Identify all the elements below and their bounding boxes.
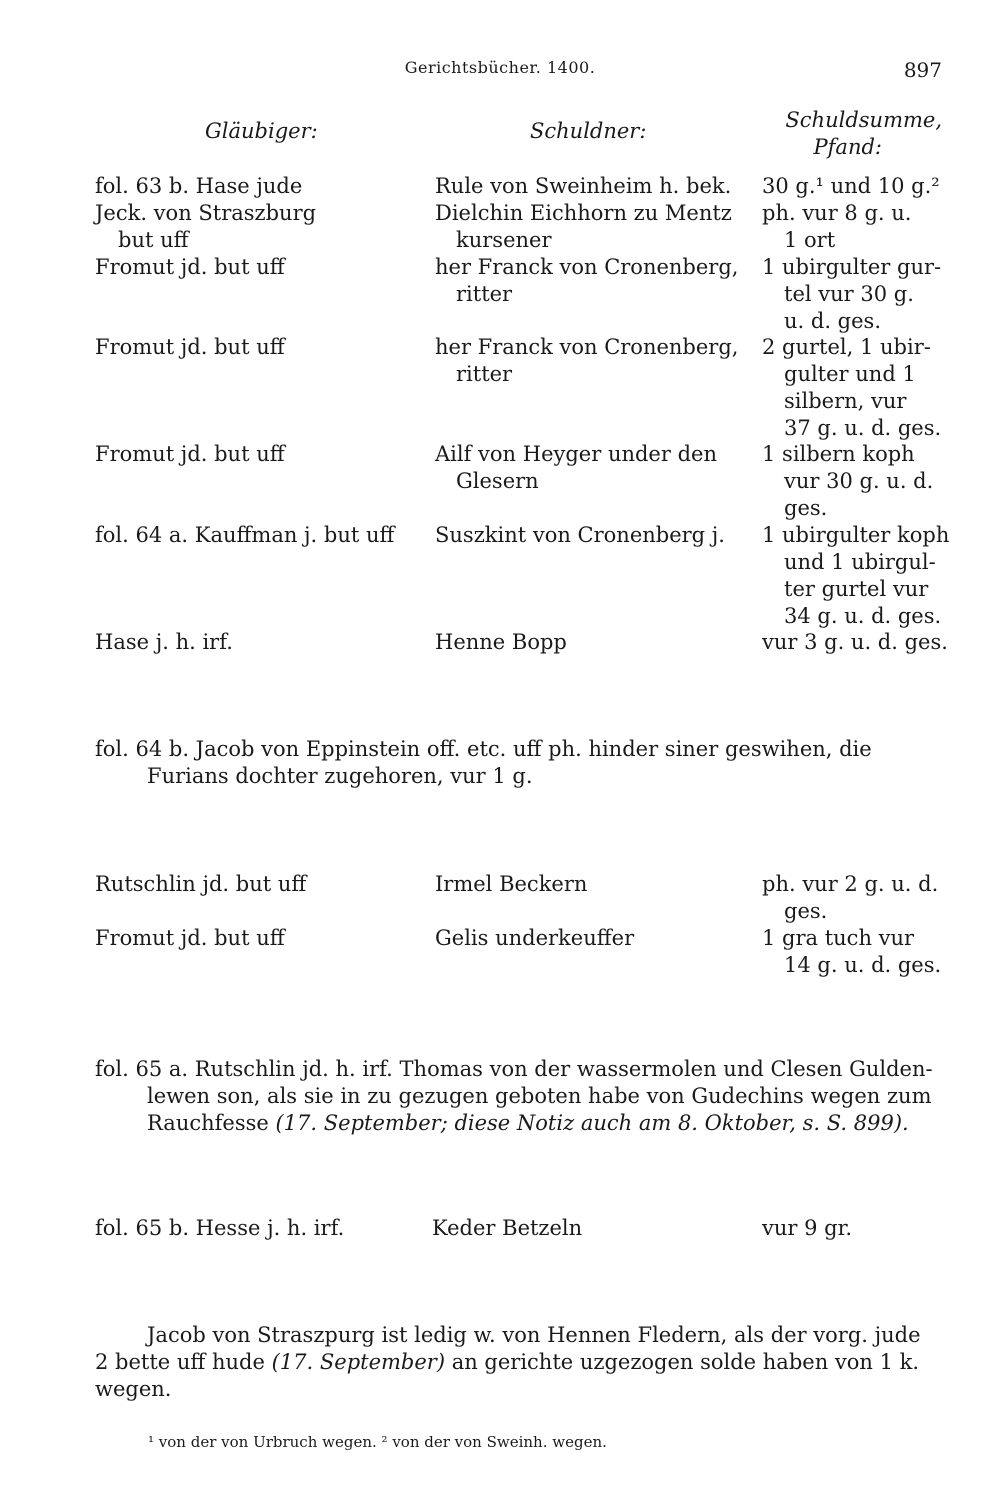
sum-cell: 1 gra tuch vur	[762, 926, 915, 950]
debtor-cell: Gelis underkeuffer	[435, 926, 635, 950]
creditor-cell: Jeck. von Straszburg	[95, 201, 317, 225]
creditor-cell: fol. 64 a. Kauffman j. but uff	[95, 523, 395, 547]
sum-cell: 2 gurtel, 1 ubir-	[762, 335, 931, 359]
creditor-cell: Rutschlin jd. but uff	[95, 872, 307, 896]
sum-cell: 1 ubirgulter gur-	[762, 255, 942, 279]
creditor-cell: Fromut jd. but uff	[95, 335, 285, 359]
creditor-cell: fol. 65 b. Hesse j. h. irf.	[95, 1216, 345, 1240]
sum-cell: ph. vur 2 g. u. d.	[762, 872, 939, 896]
sum-cell: 34 g. u. d. ges.	[784, 604, 942, 628]
creditor-cell: Fromut jd. but uff	[95, 442, 285, 466]
sum-cell: 1 ubirgulter koph	[762, 523, 950, 547]
sum-cell: ter gurtel vur	[784, 577, 929, 601]
sum-cell: vur 3 g. u. d. ges.	[762, 630, 948, 654]
date-annotation: (17. September; diese Notiz auch am 8. Oktober, s. S. 899).	[275, 1111, 909, 1135]
creditor-cell: fol. 63 b. Hase jude	[95, 174, 303, 198]
sum-cell: tel vur 30 g.	[784, 282, 914, 306]
sum-cell: silbern, vur	[784, 389, 907, 413]
debtor-cell: her Franck von Cronenberg,	[435, 335, 739, 359]
closing-paragraph: Jacob von Straszpurg ist ledig w. von Hennen Fledern, als der vorg. jude 2 bette uff hude (17. September) an gerichte uzgezogen solde haben von 1 k. wegen.	[95, 1323, 921, 1401]
creditor-cell: Fromut jd. but uff	[95, 926, 285, 950]
sum-cell: vur 30 g. u. d.	[784, 469, 934, 493]
column-head-creditor: Gläubiger:	[205, 119, 318, 143]
debtor-cell: ritter	[456, 362, 513, 386]
sum-cell: 1 ort	[784, 228, 836, 252]
date-annotation: (17. September)	[271, 1350, 446, 1374]
entry-paragraph: fol. 65 a. Rutschlin jd. h. irf. Thomas von der wassermolen und Clesen Gulden- lewen son, als sie in zu gezugen geboten habe von Gudechins wegen zum Rauchfesse (17. September; diese Notiz auch am 8. Oktober, s. S. 899).	[95, 1057, 933, 1135]
sum-cell: und 1 ubirgul-	[784, 550, 936, 574]
sum-cell: 14 g. u. d. ges.	[784, 953, 942, 977]
entry-paragraph: fol. 64 b. Jacob von Eppinstein off. etc. uff ph. hinder siner geswihen, die Furians dochter zugehoren, vur 1 g.	[95, 737, 872, 788]
sum-cell: 37 g. u. d. ges.	[784, 416, 942, 440]
debtor-cell: ritter	[456, 282, 513, 306]
debtor-cell: Suszkint von Cronenberg j.	[435, 523, 725, 547]
sum-cell: ges.	[784, 496, 828, 520]
sum-cell: ph. vur 8 g. u.	[762, 201, 912, 225]
sum-cell: ges.	[784, 899, 828, 923]
sum-cell: 30 g.¹ und 10 g.²	[762, 174, 940, 198]
creditor-cell: Fromut jd. but uff	[95, 255, 285, 279]
debtor-cell: Irmel Beckern	[435, 872, 588, 896]
debtor-cell: kursener	[456, 228, 552, 252]
creditor-cell: Hase j. h. irf.	[95, 630, 233, 654]
debtor-cell: her Franck von Cronenberg,	[435, 255, 739, 279]
creditor-cell: but uff	[118, 228, 189, 252]
debtor-cell: Keder Betzeln	[432, 1216, 583, 1240]
debtor-cell: Glesern	[456, 469, 539, 493]
column-head-sum: Schuldsumme, Pfand:	[785, 108, 942, 159]
debtor-cell: Henne Bopp	[435, 630, 567, 654]
footnotes: ¹ von der von Urbruch wegen. ² von der von Sweinh. wegen.	[148, 1433, 607, 1451]
sum-cell: u. d. ges.	[784, 309, 881, 333]
page-number: 897	[903, 58, 942, 82]
sum-cell: vur 9 gr.	[762, 1216, 852, 1240]
column-head-debtor: Schuldner:	[530, 119, 647, 143]
debtor-cell: Dielchin Eichhorn zu Mentz	[435, 201, 732, 225]
debtor-cell: Ailf von Heyger under den	[435, 442, 717, 466]
debtor-cell: Rule von Sweinheim h. bek.	[435, 174, 732, 198]
sum-cell: gulter und 1	[784, 362, 916, 386]
running-header: Gerichtsbücher. 1400.	[404, 58, 596, 77]
sum-cell: 1 silbern koph	[762, 442, 915, 466]
